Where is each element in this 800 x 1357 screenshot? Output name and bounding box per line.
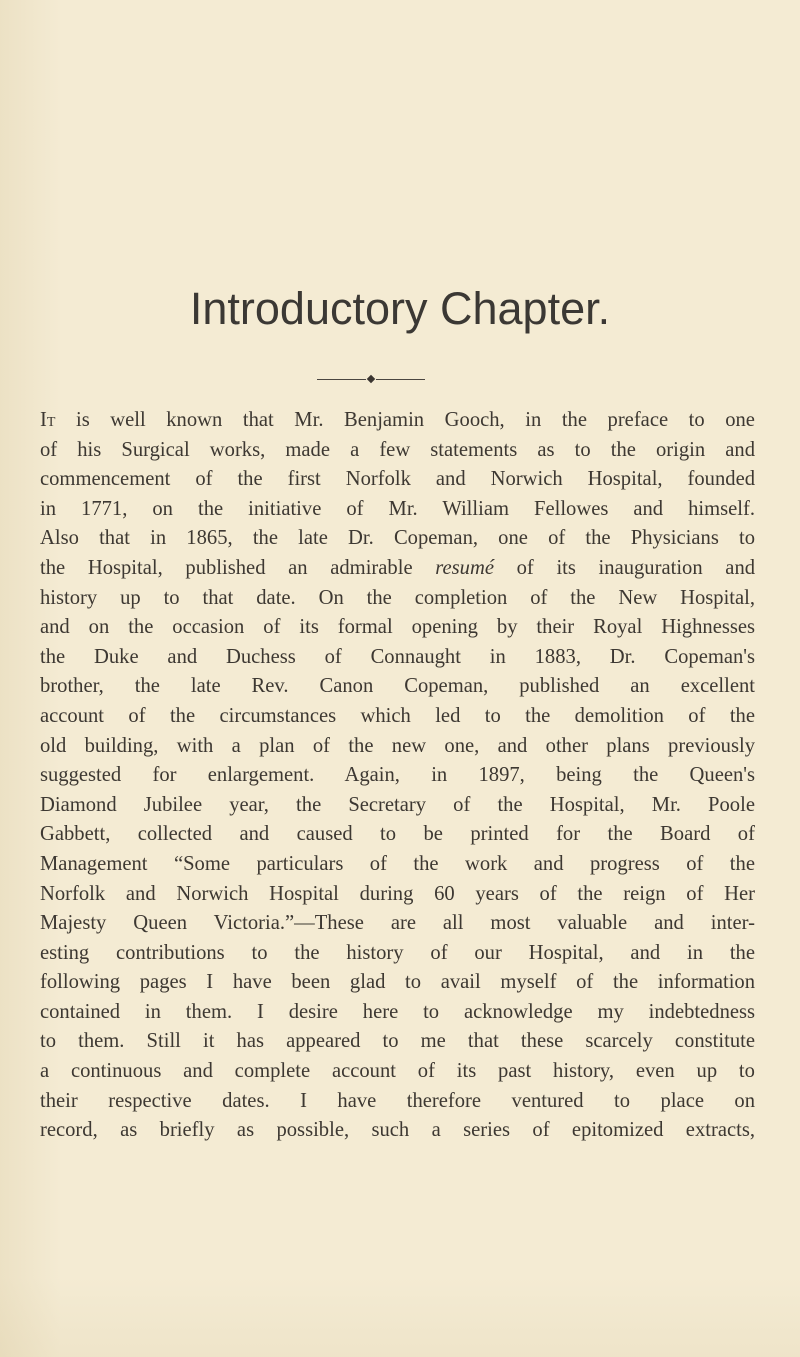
- text-line: their respective dates. I have therefore ventured to place on: [40, 1089, 756, 1112]
- text-line: history up to that date. On the completion of the New Hospital,: [40, 586, 756, 609]
- text-line: Management “Some particulars of the work and progress of the: [40, 852, 755, 875]
- text-line: suggested for enlargement. Again, in 1897, being the Queen's: [40, 764, 756, 787]
- text-line: esting contributions to the history of our Hospital, and in the: [40, 941, 755, 964]
- text-line: of his Surgical works, made a few statements as to the origin and: [40, 438, 756, 461]
- text-line: Majesty Queen Victoria.”—These are all most valuable and inter-: [40, 912, 755, 935]
- text-line: Also that in 1865, the late Dr. Copeman, one of the Physicians to: [40, 527, 756, 550]
- text-line: It is well known that Mr. Benjamin Gooch, in the preface to one: [40, 409, 755, 431]
- text-line: Diamond Jubilee year, the Secretary of the Hospital, Mr. Poole: [40, 793, 755, 816]
- rule-right: [376, 379, 425, 380]
- text-line: old building, with a plan of the new one, and other plans previously: [40, 734, 755, 757]
- drop-word: It: [40, 409, 56, 431]
- text-line: Gabbett, collected and caused to be printed for the Board of: [40, 823, 755, 846]
- text-line: following pages I have been glad to avail myself of the information: [40, 971, 756, 994]
- text-line: to them. Still it has appeared to me that these scarcely constitute: [40, 1030, 755, 1053]
- text-line: the Duke and Duchess of Connaught in 1883, Dr. Copeman's: [40, 645, 756, 668]
- text-line: in 1771, on the initiative of Mr. William Fellowes and himself.: [40, 497, 756, 520]
- text-line: Norfolk and Norwich Hospital during 60 years of the reign of Her: [40, 882, 756, 905]
- text-line: account of the circumstances which led to the demolition of the: [40, 704, 755, 727]
- text-line: record, as briefly as possible, such a series of epitomized extracts,: [40, 1119, 755, 1142]
- text-line: and on the occasion of its formal opening by their Royal Highnesses: [40, 616, 756, 639]
- chapter-title: Introductory Chapter.: [189, 283, 611, 334]
- italic-term: resumé: [435, 556, 494, 579]
- text-line: a continuous and complete account of its past history, even up to: [40, 1060, 755, 1083]
- diamond-icon: [367, 375, 375, 383]
- text-line: contained in them. I desire here to acknowledge my indebtedness: [40, 1000, 756, 1023]
- body-paragraph: [40, 406, 755, 1146]
- text-line: commencement of the first Norfolk and Norwich Hospital, founded: [40, 468, 756, 491]
- diamond-rule-ornament: [317, 376, 425, 384]
- text-line: the Hospital, published an admirable resumé of its inauguration and: [40, 556, 756, 579]
- rule-left: [317, 379, 366, 380]
- text-line: brother, the late Rev. Canon Copeman, published an excellent: [40, 675, 756, 698]
